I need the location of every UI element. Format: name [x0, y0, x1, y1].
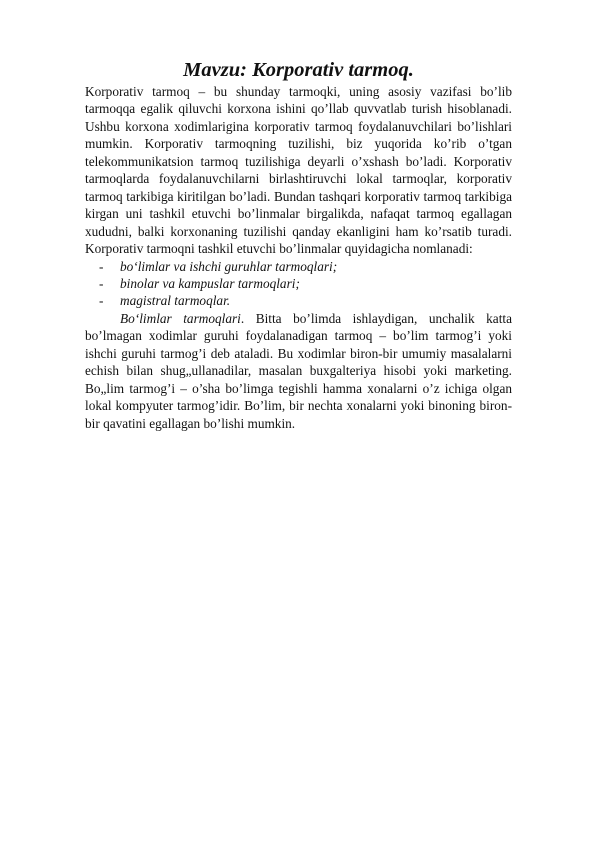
- list-item-text: magistral tarmoqlar.: [120, 293, 231, 309]
- list-item: [85, 292, 512, 309]
- list-item-text: binolar va kampuslar tarmoqlari;: [120, 275, 300, 291]
- list-item-text: bo‘limlar va ishchi guruhlar tarmoqlari;: [120, 258, 338, 274]
- list-item: [85, 258, 512, 275]
- document-title: Mavzu: Korporativ tarmoq.: [183, 59, 414, 81]
- list-dash: -: [99, 275, 104, 291]
- second-paragraph: [85, 310, 512, 432]
- second-paragraph-text: . Bitta bo’limda ishlaydigan, unchalik katta bo’lmagan xodimlar guruhi foydalanadigan tarmoq – bo’lim tarmog’i yoki ishchi guruhi tarmog’i deb ataladi. Bu xodimlar biron-bir umumiy masalalarni echish bilan shug„ullanadilar, masalan buxgalteriya hisobi yoki marketing. Bo„lim tarmog’i – o’sha bo’limga tegishli hamma xonalarni o’z ichiga olgan lokal kompyuter tarmog’idir. Bo’lim, bir nechta xonalarni yoki binoning biron-bir qavatini egallagan bo’lishi mumkin.: [85, 310, 512, 431]
- list-dash: -: [99, 293, 104, 309]
- intro-paragraph: Korporativ tarmoq – bu shunday tarmoqki, uning asosiy vazifasi bo’lib tarmoqqa egalik qiluvchi korxona ishini qo’llab quvvatlab turish hisoblanadi. Ushbu korxona xodimlarigina korporativ tarmoq foydalanuvchilari bo’lishlari mumkin. Korporativ tarmoqning tuzilishi, biz yuqorida ko’rib o’tgan telekommunikatsion tarmoq tuzilishiga deyarli o’xshash bo’ladi. Korporativ tarmoqlarda foydalanuvchilarni birlashtiruvchi lokal tarmoqlar, korporativ tarmoq tarkibiga kiritilgan bo’ladi. Bundan tashqari korporativ tarmoq tarkibiga kirgan uni tashkil etuvchi bo’linmalar birgalikda, nafaqat tarmoq egallagan xududni, balki korxonaning tuzilishi qanday ekanligini ham ko’rsatib turadi. Korporativ tarmoqni tashkil etuvchi bo’linmalar quyidagicha nomlanadi:: [85, 84, 512, 257]
- document-page: [85, 58, 512, 432]
- list-dash: -: [99, 258, 104, 274]
- subdivision-list: [85, 258, 512, 310]
- section-term: Bo‘limlar tarmoqlari: [120, 310, 241, 326]
- list-item: [85, 275, 512, 292]
